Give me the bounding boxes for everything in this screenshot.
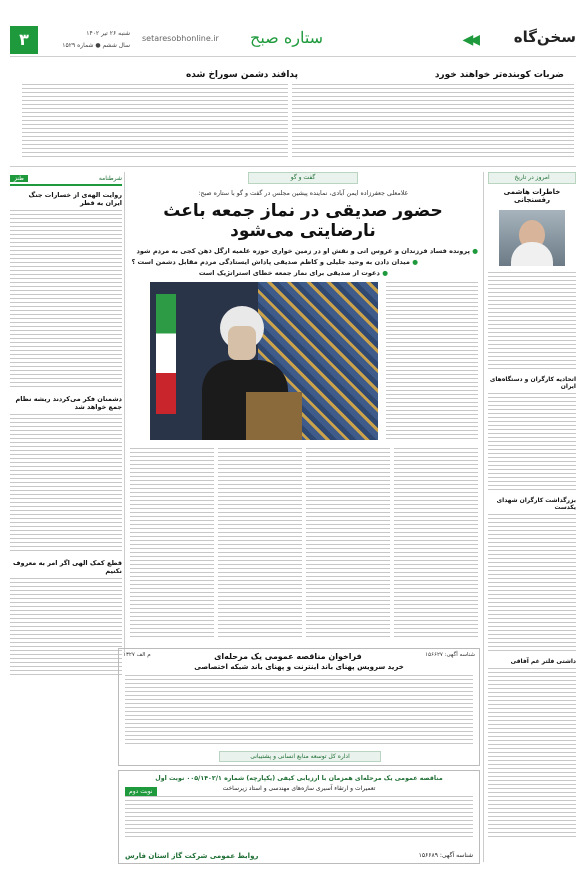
ad2-body: [125, 796, 473, 840]
column-divider-left: [124, 172, 125, 652]
left-section-label: شرطنامه: [98, 174, 122, 182]
ad1-code-right: شناسه آگهی: ۱۵۶۶۲۷: [425, 652, 475, 658]
history-item-title-2: اتحادیه کارگران و دستگاه‌های ایران: [489, 376, 576, 390]
ad1-title: فراخوان مناقصه عمومی یک مرحله‌ای: [214, 652, 362, 661]
left-title-2: دشمنان فکر می‌کردند ریشه نظام جمع خواهد شد: [15, 395, 122, 411]
ad-tender-1: [118, 648, 480, 766]
ad2-subtitle: تعمیرات و ارتقاء آسیری سازه‌های مهندسی و استاد زیرساخت: [222, 785, 376, 792]
divider: [10, 166, 576, 167]
history-text-1: [488, 272, 576, 372]
history-text-3: [488, 514, 576, 654]
ad2-title: مناقصه عمومی یک مرحله‌ای همزمان با ارزیابی کیفی (یکپارچه) شماره ۰۰۵/۱۴۰۲/۱ نوبت اول: [155, 775, 443, 782]
ad1-subtitle: خرید سرویس پهنای باند اینترنت و پهنای باند شبکه اختصاصی: [194, 663, 404, 671]
article-title-top-left: پدافند دشمن سوراخ شده: [185, 70, 298, 80]
ad2-badge: نوبت دوم: [125, 787, 157, 796]
left-text-2: [10, 414, 122, 554]
history-person: خاطرات هاشمی رفسنجانی: [503, 188, 561, 204]
left-title-3: قطع کمک الهی اگر امر به معروف نکنیم: [13, 559, 122, 575]
article-body-top-right: [292, 84, 574, 160]
ad-tender-2: [118, 770, 480, 864]
main-article-body: [128, 448, 478, 638]
date-line: شنبه ۲۶ تیر ۱۴۰۲: [86, 30, 130, 37]
main-photo: [150, 282, 378, 440]
left-column-header: [10, 172, 122, 186]
page-number: ۳: [10, 26, 38, 54]
main-headline: حضور صدیقی در نماز جمعه باعث نارضایتی می‌شود: [163, 201, 443, 241]
history-text-2: [488, 393, 576, 493]
double-chevron-icon: ◀◀: [462, 32, 476, 48]
main-bullet-1: ● پرونده فساد فرزندان و عروس اتی و نقش او در زمین خواری حوزه علمیه ازگل ذهن کجی به مردم شود: [136, 247, 478, 255]
main-article: [128, 172, 478, 642]
newspaper-logo: ستاره صبح: [250, 28, 324, 47]
ad1-body: [125, 675, 473, 745]
history-item-title-4: داشتی فلتر غم آفاقی: [510, 658, 576, 665]
portrait-photo: [499, 210, 565, 266]
ad2-footer: روابط عمومی شرکت گاز استان فارس: [125, 852, 259, 860]
page-header: [10, 26, 576, 57]
issue-line: سال ششم ● شماره ۱۵۲۹: [62, 42, 130, 49]
column-divider: [483, 172, 484, 862]
main-article-intro: [386, 282, 478, 442]
history-column: [488, 172, 576, 862]
section-title: سخن‌گاه: [513, 28, 576, 46]
ad1-code-left: م الف ۱۳۲۷: [123, 652, 151, 658]
left-title-1: روایت الهه‌ی از خسارات جنگ ایران به قطر: [28, 191, 122, 207]
site-url[interactable]: setaresobhonline.ir: [142, 34, 219, 43]
left-text-1: [10, 210, 122, 390]
left-text-3: [10, 578, 122, 678]
history-item-title-3: بزرگداشت کارگران شهدای یکدست: [496, 497, 576, 511]
main-bullet-3: ● دعوت از صدیقی برای نماز جمعه خطای استراتژیک است: [198, 269, 388, 277]
left-column: [10, 172, 122, 652]
main-subkicker: غلامعلی جعفرزاده ایمن آبادی، نماینده پیشین مجلس در گفت و گو با ستاره صبح:: [198, 190, 408, 197]
history-label: امروز در تاریخ: [488, 172, 576, 184]
ad2-code: شناسه آگهی: ۱۵۶۶۸۹: [418, 852, 473, 859]
main-bullets: [128, 246, 478, 279]
history-text-4: [488, 668, 576, 838]
article-title-top-right: ضربات کوبنده‌تر خواهند خورد: [434, 70, 564, 80]
article-body-top-left: [22, 84, 288, 160]
main-kicker: گفت و گو: [248, 172, 358, 184]
main-bullet-2: ● میدان دادن به وحید جلیلی و کاظم صدیقی پاداش ایستادگی مردم مقابل دشمن است ؟: [131, 258, 418, 266]
date-block: [50, 28, 130, 52]
left-label: طنز: [10, 175, 28, 182]
ad1-footer: اداره کل توسعه منابع انسانی و پشتیبانی: [219, 751, 381, 762]
